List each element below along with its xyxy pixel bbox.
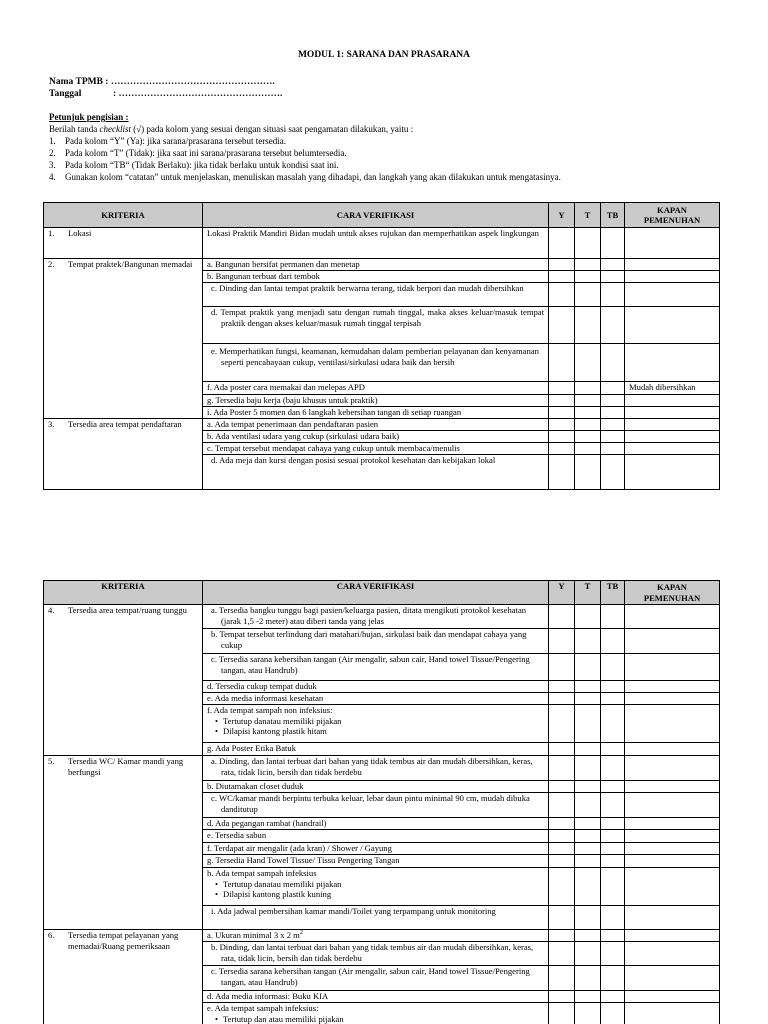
check-y[interactable] — [549, 681, 575, 693]
check-tb[interactable] — [601, 868, 625, 906]
kapan-cell[interactable] — [625, 693, 720, 705]
check-t[interactable] — [575, 793, 601, 818]
check-t[interactable] — [575, 271, 601, 283]
check-tb[interactable] — [601, 781, 625, 793]
instruction-item — [49, 136, 739, 148]
check-y[interactable] — [549, 382, 575, 395]
kapan-cell[interactable] — [625, 259, 720, 271]
table-row — [44, 930, 720, 942]
instructions-list — [49, 136, 739, 184]
check-t[interactable] — [575, 654, 601, 681]
check-t[interactable] — [575, 382, 601, 395]
check-tb[interactable] — [601, 443, 625, 455]
verifikasi-cell — [203, 307, 549, 344]
check-y[interactable] — [549, 843, 575, 855]
verifikasi-cell — [203, 966, 549, 991]
verifikasi-cell: b. Diutamakan closet duduk — [203, 781, 549, 793]
kapan-cell[interactable] — [625, 843, 720, 855]
check-y[interactable] — [549, 443, 575, 455]
header-tb: TB — [601, 581, 625, 605]
check-tb[interactable] — [601, 942, 625, 966]
nama-tpmb-label: Nama TPMB : — [49, 77, 109, 87]
verifikasi-text: a. Dinding, dan lantai terbuat dari bahan yang tidak tembus air dan mudah dibersihkan, keras, rata, tidak licin, bersih dan tidak berdebu — [211, 756, 533, 777]
check-y[interactable] — [549, 455, 575, 490]
kriteria-number: 6. — [48, 930, 55, 940]
kapan-cell[interactable] — [625, 906, 720, 930]
intro-pre: Berilah tanda — [49, 124, 100, 134]
verifikasi-cell — [203, 344, 549, 382]
instruction-number: 1. — [49, 136, 56, 146]
verifikasi-cell: Lokasi Praktik Mandiri Bidan mudah untuk akses rujukan dan memperhatikan aspek lingkungan — [203, 228, 549, 259]
verifikasi-cell: d. Tersedia cukup tempat duduk — [203, 681, 549, 693]
kapan-cell[interactable] — [625, 830, 720, 843]
verifikasi-cell: i. Ada Poster 5 momen dan 6 langkah kebersihan tangan di setiap ruangan — [203, 407, 549, 419]
kapan-cell[interactable] — [625, 818, 720, 830]
header-kapan-pemenuhan: KAPAN PEMENUHAN — [625, 581, 720, 605]
kapan-cell[interactable] — [625, 228, 720, 259]
check-t[interactable] — [575, 906, 601, 930]
table-row — [44, 419, 720, 431]
check-tb[interactable] — [601, 1003, 625, 1024]
check-tb[interactable] — [601, 793, 625, 818]
instruction-number: 4. — [49, 172, 56, 182]
bullet-item: • Tertutup dan atau memiliki pijakan — [207, 1014, 544, 1024]
check-tb[interactable] — [601, 930, 625, 942]
check-tb[interactable] — [601, 693, 625, 705]
kapan-cell[interactable] — [625, 793, 720, 818]
check-y[interactable] — [549, 830, 575, 843]
verifikasi-cell — [203, 793, 549, 818]
check-t[interactable] — [575, 443, 601, 455]
check-y[interactable] — [549, 395, 575, 407]
check-tb[interactable] — [601, 395, 625, 407]
check-tb[interactable] — [601, 906, 625, 930]
check-tb[interactable] — [601, 283, 625, 307]
check-t[interactable] — [575, 830, 601, 843]
verifikasi-cell — [203, 942, 549, 966]
check-y[interactable] — [549, 228, 575, 259]
check-tb[interactable] — [601, 843, 625, 855]
verifikasi-cell: b. Ada ventilasi udara yang cukup (sirkulasi udara baik) — [203, 431, 549, 443]
kriteria-label: Tersedia area tempat/ruang tunggu — [68, 605, 187, 615]
check-tb[interactable] — [601, 344, 625, 382]
verifikasi-cell — [203, 1003, 549, 1024]
document-title: MODUL 1: SARANA DAN PRASARANA — [297, 50, 471, 60]
instruction-text: Pada kolom “Y” (Ya): jika sarana/prasarana tersebut tersedia. — [65, 136, 287, 146]
check-y[interactable] — [549, 271, 575, 283]
verifikasi-cell — [203, 455, 549, 490]
kapan-cell[interactable] — [625, 271, 720, 283]
verifikasi-cell: g. Tersedia Hand Towel Tissue/ Tissu Pengering Tangan — [203, 855, 549, 868]
superscript: 2 — [299, 930, 303, 937]
verifikasi-cell — [203, 930, 549, 942]
instruction-item — [49, 148, 739, 160]
check-tb[interactable] — [601, 991, 625, 1003]
bullet-item: • Dilapisi kantong plastik hitam — [207, 726, 544, 737]
kriteria-number: 1. — [48, 228, 55, 238]
check-y[interactable] — [549, 906, 575, 930]
check-y[interactable] — [549, 431, 575, 443]
kriteria-cell — [44, 756, 203, 930]
check-y[interactable] — [549, 966, 575, 991]
instruction-text: Gunakan kolom “catatan” untuk menjelaskan, menuliskan masalah yang dihadapi, dan langkah yang akan dilakukan untuk mengatasinya. — [65, 172, 561, 182]
check-t[interactable] — [575, 693, 601, 705]
kriteria-label: Tersedia WC/ Kamar mandi yang berfungsi — [68, 756, 184, 777]
kriteria-label: Tersedia tempat pelayanan yang memadai/Ruang pemeriksaan — [68, 930, 179, 951]
verifikasi-text: c. WC/kamar mandi berpintu terbuka keluar, lebar daun pintu minimal 90 cm, mudah dibuka danditutup — [211, 793, 530, 814]
header-kriteria: KRITERIA — [44, 203, 203, 228]
instruction-number: 3. — [49, 160, 56, 170]
verifikasi-cell — [203, 629, 549, 654]
instruction-item — [49, 160, 739, 172]
check-t[interactable] — [575, 681, 601, 693]
kapan-cell[interactable] — [625, 431, 720, 443]
kapan-cell[interactable] — [625, 743, 720, 756]
check-tb[interactable] — [601, 407, 625, 419]
table-row — [44, 605, 720, 629]
verifikasi-text: e. Ada tempat sampah infeksius: — [207, 1003, 319, 1013]
tanggal-row — [49, 89, 282, 101]
verifikasi-cell: f. Ada poster cara memakai dan melepas APD — [203, 382, 549, 395]
tanggal-value: : ……………………………………………. — [113, 89, 283, 99]
check-y[interactable] — [549, 793, 575, 818]
kriteria-label: Tempat praktek/Bangunan memadai — [68, 259, 193, 269]
check-t[interactable] — [575, 818, 601, 830]
verifikasi-text: d. Ada meja dan kursi dengan posisi sesuai protokol kesehatan dan kebijakan lokal — [211, 455, 496, 465]
check-t[interactable] — [575, 991, 601, 1003]
intro-emphasis: checklist — [99, 124, 131, 134]
check-tb[interactable] — [601, 743, 625, 756]
check-t[interactable] — [575, 756, 601, 781]
kriteria-number: 4. — [48, 605, 55, 615]
table-row — [44, 228, 720, 259]
check-tb[interactable] — [601, 259, 625, 271]
check-t[interactable] — [575, 431, 601, 443]
verifikasi-text: a. Ukuran minimal 3 x 2 m — [207, 930, 300, 940]
verifikasi-cell: e. Ada media informasi kesehatan — [203, 693, 549, 705]
check-y[interactable] — [549, 629, 575, 654]
instructions — [49, 112, 739, 184]
verifikasi-text: i. Ada jadwal pembersihan kamar mandi/Toilet yang terpampang untuk monitoring — [211, 906, 496, 916]
check-tb[interactable] — [601, 681, 625, 693]
check-y[interactable] — [549, 344, 575, 382]
verifikasi-cell: c. Tempat tersebut mendapat cahaya yang cukup untuk membaca/menulis — [203, 443, 549, 455]
instruction-text: Pada kolom “T” (Tidak): jika saat ini sarana/prasarana tersebut belumtersedia. — [65, 148, 347, 158]
check-y[interactable] — [549, 743, 575, 756]
check-y[interactable] — [549, 419, 575, 431]
kriteria-cell — [44, 930, 203, 1024]
kapan-cell[interactable] — [625, 307, 720, 344]
kapan-cell[interactable] — [625, 283, 720, 307]
verifikasi-cell: e. Tersedia sabun — [203, 830, 549, 843]
kapan-cell[interactable] — [625, 681, 720, 693]
instruction-item — [49, 172, 739, 184]
check-tb[interactable] — [601, 431, 625, 443]
kriteria-number: 3. — [48, 419, 55, 429]
check-tb[interactable] — [601, 818, 625, 830]
kriteria-number: 5. — [48, 756, 55, 766]
verifikasi-cell — [203, 756, 549, 781]
bullet-item: • Tertutup danatau memiliki pijakan — [207, 879, 544, 890]
verifikasi-text: f. Ada tempat sampah non infeksius: — [207, 705, 333, 715]
check-t[interactable] — [575, 855, 601, 868]
check-t[interactable] — [575, 407, 601, 419]
verifikasi-cell: f. Terdapat air mengalir (ada kran) / Shower / Gayung — [203, 843, 549, 855]
verifikasi-text: c. Tersedia sarana kebersihan tangan (Air mengalir, sabun cair, Hand towel Tissue/Pengering tangan, atau Handrub) — [211, 654, 530, 675]
verifikasi-cell — [203, 654, 549, 681]
kriteria-label: Tersedia area tempat pendaftaran — [68, 419, 182, 429]
checklist-table-2 — [43, 580, 720, 1024]
check-y[interactable] — [549, 259, 575, 271]
check-t[interactable] — [575, 966, 601, 991]
check-tb[interactable] — [601, 228, 625, 259]
check-tb[interactable] — [601, 629, 625, 654]
check-t[interactable] — [575, 228, 601, 259]
header-info — [49, 77, 282, 101]
check-tb[interactable] — [601, 705, 625, 743]
check-tb[interactable] — [601, 382, 625, 395]
verifikasi-text: c. Dinding dan lantai tempat praktik berwarna terang, tidak berpori dan mudah dibersihkan — [211, 283, 524, 293]
kapan-cell[interactable] — [625, 419, 720, 431]
kapan-cell[interactable] — [625, 966, 720, 991]
check-t[interactable] — [575, 629, 601, 654]
check-y[interactable] — [549, 781, 575, 793]
check-t[interactable] — [575, 705, 601, 743]
check-y[interactable] — [549, 991, 575, 1003]
check-t[interactable] — [575, 942, 601, 966]
header-cara-verifikasi: CARA VERIFIKASI — [203, 581, 549, 605]
check-y[interactable] — [549, 654, 575, 681]
verifikasi-cell: a. Ada tempat penerimaan dan pendaftaran pasien — [203, 419, 549, 431]
check-t[interactable] — [575, 419, 601, 431]
kapan-cell[interactable] — [625, 781, 720, 793]
check-t[interactable] — [575, 1003, 601, 1024]
verifikasi-text: c. Tersedia sarana kebersihan tangan (Air mengalir, sabun cair, Hand towel Tissue/Pengering tangan, atau Handrub) — [211, 966, 530, 987]
verifikasi-text: b. Dinding, dan lantai terbuat dari bahan yang tidak tembus air dan mudah dibersihkan, keras, rata, tidak licin, bersih dan tidak berdebu — [211, 942, 534, 963]
kapan-cell[interactable] — [625, 407, 720, 419]
header-y: Y — [549, 203, 575, 228]
check-t[interactable] — [575, 307, 601, 344]
kriteria-cell — [44, 605, 203, 756]
kapan-cell[interactable] — [625, 991, 720, 1003]
check-y[interactable] — [549, 930, 575, 942]
check-tb[interactable] — [601, 966, 625, 991]
check-y[interactable] — [549, 855, 575, 868]
verifikasi-cell — [203, 705, 549, 743]
verifikasi-cell: b. Bangunan terbuat dari tembok — [203, 271, 549, 283]
check-tb[interactable] — [601, 654, 625, 681]
verifikasi-cell — [203, 283, 549, 307]
check-tb[interactable] — [601, 756, 625, 781]
kriteria-cell — [44, 259, 203, 419]
kapan-cell[interactable] — [625, 855, 720, 868]
check-t[interactable] — [575, 259, 601, 271]
check-y[interactable] — [549, 868, 575, 906]
kapan-cell[interactable] — [625, 455, 720, 490]
check-tb[interactable] — [601, 605, 625, 629]
verifikasi-cell: g. Tersedia baju kerja (baju khusus untuk praktik) — [203, 395, 549, 407]
check-y[interactable] — [549, 818, 575, 830]
check-t[interactable] — [575, 395, 601, 407]
check-t[interactable] — [575, 868, 601, 906]
header-kapan-pemenuhan: KAPAN PEMENUHAN — [625, 203, 720, 228]
tanggal-label: Tanggal — [49, 89, 82, 99]
kapan-cell[interactable] — [625, 605, 720, 629]
kapan-cell[interactable] — [625, 395, 720, 407]
header-tb: TB — [601, 203, 625, 228]
check-t[interactable] — [575, 344, 601, 382]
kapan-cell[interactable] — [625, 443, 720, 455]
check-t[interactable] — [575, 605, 601, 629]
verifikasi-text: e. Memperhatikan fungsi, keamanan, kemudahan dalam pemberian pelayanan dan kenyamanan seperti pencahayaan cukup, ventilasi/sirkulasi udara baik dan bersih — [211, 346, 539, 367]
check-y[interactable] — [549, 705, 575, 743]
kapan-cell[interactable] — [625, 868, 720, 906]
kapan-cell[interactable] — [625, 756, 720, 781]
check-t[interactable] — [575, 781, 601, 793]
verifikasi-cell — [203, 868, 549, 906]
verifikasi-cell: d. Ada pegangan rambat (handrail) — [203, 818, 549, 830]
table-header-row — [44, 581, 720, 605]
verifikasi-text: d. Tempat praktik yang menjadi satu dengan rumah tinggal, maka akses keluar/masuk tempat praktik dengan akses keluar/masuk rumah tinggal terpisah — [211, 307, 544, 328]
verifikasi-text: b. Tempat tersebut terlindung dari matahari/hujan, sirkulasi baik dan mendapat cahaya yang cukup — [211, 629, 527, 650]
check-tb[interactable] — [601, 455, 625, 490]
checklist-table-1 — [43, 202, 720, 490]
check-y[interactable] — [549, 407, 575, 419]
instructions-intro — [49, 124, 739, 136]
kapan-cell[interactable]: Mudah dibersihkan — [625, 382, 720, 395]
check-y[interactable] — [549, 756, 575, 781]
check-t[interactable] — [575, 930, 601, 942]
header-t: T — [575, 581, 601, 605]
kriteria-label: Lokasi — [68, 228, 92, 238]
header-y: Y — [549, 581, 575, 605]
kapan-cell[interactable] — [625, 1003, 720, 1024]
instruction-text: Pada kolom “TB“ (Tidak Berlaku): jika tidak berlaku untuk kondisi saat ini. — [65, 160, 339, 170]
intro-post: (√) pada kolom yang sesuai dengan situasi saat pengamatan dilakukan, yaitu : — [130, 124, 414, 134]
kriteria-cell — [44, 419, 203, 490]
kapan-cell[interactable] — [625, 654, 720, 681]
check-y[interactable] — [549, 605, 575, 629]
check-t[interactable] — [575, 283, 601, 307]
header-t: T — [575, 203, 601, 228]
check-tb[interactable] — [601, 855, 625, 868]
instruction-number: 2. — [49, 148, 56, 158]
kapan-cell[interactable] — [625, 344, 720, 382]
verifikasi-cell: d. Ada media informasi: Buku KIA — [203, 991, 549, 1003]
check-tb[interactable] — [601, 271, 625, 283]
verifikasi-cell — [203, 906, 549, 930]
nama-tpmb-row — [49, 77, 282, 89]
table-row — [44, 259, 720, 271]
check-t[interactable] — [575, 743, 601, 756]
header-kriteria: KRITERIA — [44, 581, 203, 605]
table-row — [44, 756, 720, 781]
kriteria-number: 2. — [48, 259, 55, 269]
check-tb[interactable] — [601, 307, 625, 344]
verifikasi-text: a. Tersedia bangku tunggu bagi pasien/keluarga pasien, ditata mengikuti protokol kesehatan (jarak 1,5 -2 meter) atau diberi tanda yang jelas — [211, 605, 527, 626]
check-y[interactable] — [549, 942, 575, 966]
check-y[interactable] — [549, 283, 575, 307]
check-t[interactable] — [575, 455, 601, 490]
nama-tpmb-value: ……………………………………………. — [110, 77, 275, 87]
kapan-cell[interactable] — [625, 629, 720, 654]
check-y[interactable] — [549, 693, 575, 705]
verifikasi-cell: g. Ada Poster Etika Batuk — [203, 743, 549, 756]
bullet-item: • Dilapisi kantong plastik kuning — [207, 889, 544, 900]
verifikasi-cell: a. Bangunan bersifat permanen dan menetap — [203, 259, 549, 271]
instructions-title: Petunjuk pengisian : — [49, 112, 129, 122]
verifikasi-cell — [203, 605, 549, 629]
check-y[interactable] — [549, 307, 575, 344]
table-header-row — [44, 203, 720, 228]
verifikasi-text: h. Ada tempat sampah infeksius — [207, 868, 317, 878]
bullet-item: • Tertutup danatau memiliki pijakan — [207, 716, 544, 727]
kapan-cell[interactable] — [625, 942, 720, 966]
check-y[interactable] — [549, 1003, 575, 1024]
kapan-cell[interactable] — [625, 930, 720, 942]
header-cara-verifikasi: CARA VERIFIKASI — [203, 203, 549, 228]
kriteria-cell — [44, 228, 203, 259]
kapan-cell[interactable] — [625, 705, 720, 743]
check-t[interactable] — [575, 843, 601, 855]
check-tb[interactable] — [601, 830, 625, 843]
check-tb[interactable] — [601, 419, 625, 431]
